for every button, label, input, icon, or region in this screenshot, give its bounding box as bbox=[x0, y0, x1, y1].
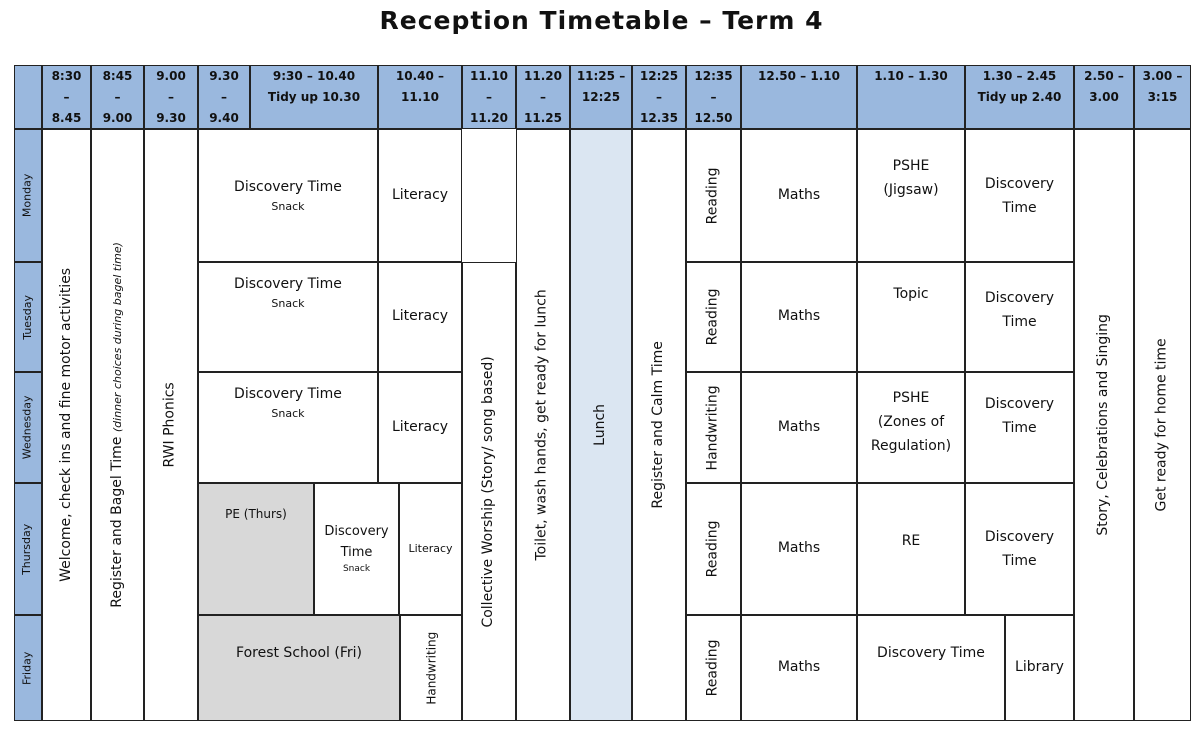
day-label-friday: Friday bbox=[14, 615, 42, 721]
collective-worship-cell: Collective Worship (Story/ song based) bbox=[462, 262, 516, 721]
day-label-wednesday: Wednesday bbox=[14, 372, 42, 483]
maths-thursday: Maths bbox=[741, 483, 857, 615]
handwriting-wednesday: Handwriting bbox=[686, 372, 741, 483]
reading-tuesday: Reading bbox=[686, 262, 741, 372]
time-header-0250: 2.50 – 3.00 bbox=[1074, 65, 1134, 129]
maths-tuesday: Maths bbox=[741, 262, 857, 372]
time-header-0110: 1.10 – 1.30 bbox=[857, 65, 965, 129]
page-title: Reception Timetable – Term 4 bbox=[379, 6, 824, 35]
time-header-0300: 3.00 – 3:15 bbox=[1134, 65, 1191, 129]
reading-thursday: Reading bbox=[686, 483, 741, 615]
literacy-wednesday: Literacy bbox=[378, 372, 462, 483]
discovery-time-thursday: Discovery Time Snack bbox=[314, 483, 399, 615]
forest-school-friday: Forest School (Fri) bbox=[198, 615, 400, 721]
discovery-time-afternoon-tuesday: Discovery Time bbox=[965, 262, 1074, 372]
day-label-thursday: Thursday bbox=[14, 483, 42, 615]
story-celebrations-cell: Story, Celebrations and Singing bbox=[1074, 129, 1134, 721]
discovery-time-afternoon-friday: Discovery Time bbox=[857, 615, 1005, 721]
time-header-0130: 1.30 – 2.45 Tidy up 2.40 bbox=[965, 65, 1074, 129]
time-header-1225: 12:25 – 12.35 bbox=[632, 65, 686, 129]
time-header-1120: 11.20 – 11.25 bbox=[516, 65, 570, 129]
rwi-phonics-cell: RWI Phonics bbox=[144, 129, 198, 721]
welcome-cell: Welcome, check ins and fine motor activities bbox=[42, 129, 91, 721]
reading-monday: Reading bbox=[686, 129, 741, 262]
pshe-jigsaw-monday: PSHE (Jigsaw) bbox=[857, 129, 965, 262]
time-header-1250: 12.50 – 1.10 bbox=[741, 65, 857, 129]
handwriting-friday-morning: Handwriting bbox=[400, 615, 462, 721]
re-thursday: RE bbox=[857, 483, 965, 615]
reading-friday: Reading bbox=[686, 615, 741, 721]
time-header-1110: 11.10 – 11.20 bbox=[462, 65, 516, 129]
topic-tuesday: Topic bbox=[857, 262, 965, 372]
day-label-tuesday: Tuesday bbox=[14, 262, 42, 372]
register-calm-cell: Register and Calm Time bbox=[632, 129, 686, 721]
literacy-monday: Literacy bbox=[378, 129, 462, 262]
discovery-time-afternoon-wednesday: Discovery Time bbox=[965, 372, 1074, 483]
discovery-time-tuesday: Discovery Time Snack bbox=[198, 262, 378, 372]
time-header-1040: 10.40 – 11.10 bbox=[378, 65, 462, 129]
time-header-1235: 12:35 – 12.50 bbox=[686, 65, 741, 129]
discovery-time-monday: Discovery Time Snack bbox=[198, 129, 378, 262]
pe-thursday: PE (Thurs) bbox=[198, 483, 314, 615]
time-header-0900: 9.00 – 9.30 bbox=[144, 65, 198, 129]
discovery-time-afternoon-thursday: Discovery Time bbox=[965, 483, 1074, 615]
literacy-thursday: Literacy bbox=[399, 483, 462, 615]
lunch-cell: Lunch bbox=[570, 129, 632, 721]
time-header-0930: 9.30 – 9.40 bbox=[198, 65, 250, 129]
maths-monday: Maths bbox=[741, 129, 857, 262]
header-corner bbox=[14, 65, 42, 129]
time-header-1125: 11:25 – 12:25 bbox=[570, 65, 632, 129]
literacy-tuesday: Literacy bbox=[378, 262, 462, 372]
register-bagel-cell: Register and Bagel Time (dinner choices during bagel time) bbox=[91, 129, 144, 721]
maths-friday: Maths bbox=[741, 615, 857, 721]
time-header-0845: 8:45 – 9.00 bbox=[91, 65, 144, 129]
time-header-0830: 8:30 – 8.45 bbox=[42, 65, 91, 129]
discovery-time-wednesday: Discovery Time Snack bbox=[198, 372, 378, 483]
maths-wednesday: Maths bbox=[741, 372, 857, 483]
discovery-time-afternoon-monday: Discovery Time bbox=[965, 129, 1074, 262]
day-label-monday: Monday bbox=[14, 129, 42, 262]
pshe-zones-wednesday: PSHE (Zones of Regulation) bbox=[857, 372, 965, 483]
toilet-cell: Toilet, wash hands, get ready for lunch bbox=[516, 129, 570, 721]
library-friday: Library bbox=[1005, 615, 1074, 721]
home-time-cell: Get ready for home time bbox=[1134, 129, 1191, 721]
time-header-0930-1040: 9:30 – 10.40 Tidy up 10.30 bbox=[250, 65, 378, 129]
